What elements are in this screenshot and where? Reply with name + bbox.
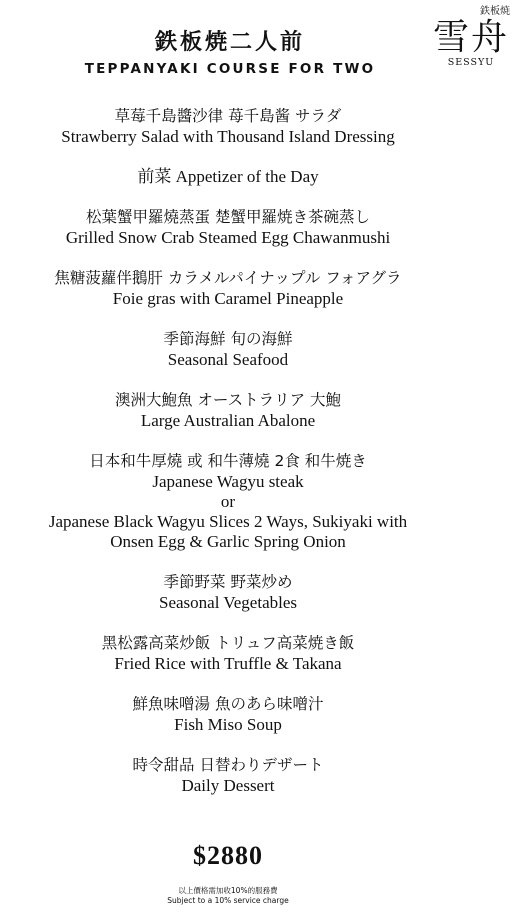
course-name-english: Japanese Wagyu steak xyxy=(152,472,304,491)
course-name-asian: 松葉蟹甲羅燒蒸蛋 楚蟹甲羅焼き茶碗蒸し xyxy=(86,208,370,226)
service-charge-note-english: Subject to a 10% service charge xyxy=(167,896,289,905)
course-name-english: Japanese Black Wagyu Slices 2 Ways, Sukiyaki with xyxy=(48,512,408,531)
course-name-asian: 季節海鮮 旬の海鮮 xyxy=(163,330,293,348)
course-price: $2880 xyxy=(193,841,263,870)
logo-caption: 鉄板焼 xyxy=(480,6,510,17)
course-name-english: Onsen Egg & Garlic Spring Onion xyxy=(110,532,346,551)
menu-title-english: TEPPANYAKI COURSE FOR TWO xyxy=(84,61,376,77)
restaurant-logo xyxy=(426,2,516,68)
course-name-english: Fried Rice with Truffle & Takana xyxy=(114,654,342,673)
course-name-asian: 黑松露高菜炒飯 トリュフ高菜焼き飯 xyxy=(101,634,355,652)
course-option-separator: or xyxy=(220,492,236,511)
service-charge-note-chinese: 以上價格需加收10%的服務費 xyxy=(178,886,278,895)
course-name-asian: 鮮魚味噌湯 魚のあら味噌汁 xyxy=(132,695,324,713)
course-item xyxy=(0,390,456,431)
menu-title-chinese: 鉄板焼二人前 xyxy=(154,30,305,55)
course-name-asian: 澳洲大鮑魚 オーストラリア 大鮑 xyxy=(114,391,342,409)
course-name-asian: 季節野菜 野菜炒め xyxy=(163,573,293,591)
course-name-english: Fish Miso Soup xyxy=(174,715,282,734)
service-charge-note xyxy=(0,886,456,906)
course-item xyxy=(0,694,456,735)
course-name-asian: 焦糖菠蘿伴鵝肝 カラメルパイナップル フォアグラ xyxy=(54,269,402,287)
logo-calligraphy: 雪舟 xyxy=(432,17,509,58)
course-name-english: Strawberry Salad with Thousand Island Dressing xyxy=(61,127,395,146)
course-name-asian: 日本和牛厚燒 或 和牛薄燒 2食 和牛焼き xyxy=(89,452,367,470)
course-name-asian: 草莓千島醬沙律 苺千島酱 サラダ xyxy=(114,107,342,125)
menu-header xyxy=(0,28,460,77)
course-name-english: Seasonal Seafood xyxy=(167,350,289,369)
course-item xyxy=(0,451,456,552)
course-item xyxy=(0,167,456,187)
course-name-english: Seasonal Vegetables xyxy=(158,593,297,612)
course-item xyxy=(0,106,456,147)
course-name-english: 前菜 Appetizer of the Day xyxy=(137,167,319,186)
course-item xyxy=(0,268,456,309)
course-list xyxy=(0,106,456,816)
logo-romanized-name: SESSYU xyxy=(447,57,495,68)
course-item xyxy=(0,207,456,248)
course-item xyxy=(0,329,456,370)
course-name-asian: 時令甜品 日替わりデザート xyxy=(132,756,324,774)
course-item xyxy=(0,572,456,613)
course-item xyxy=(0,755,456,796)
course-name-english: Grilled Snow Crab Steamed Egg Chawanmushi xyxy=(65,228,391,247)
course-name-english: Foie gras with Caramel Pineapple xyxy=(112,289,344,308)
course-name-english: Daily Dessert xyxy=(181,776,275,795)
course-item xyxy=(0,633,456,674)
course-name-english: Large Australian Abalone xyxy=(140,411,316,430)
